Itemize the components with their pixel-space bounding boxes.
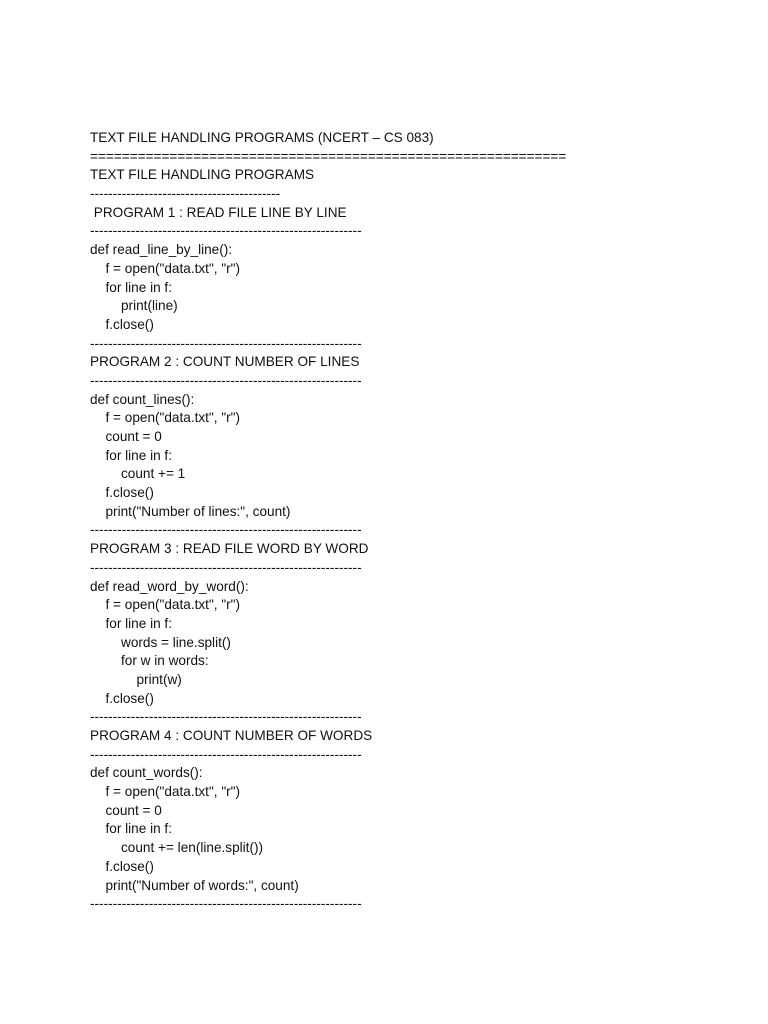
code-line: print(w) <box>136 671 182 687</box>
program-heading: PROGRAM 1 : READ FILE LINE BY LINE <box>90 204 347 220</box>
code-line: print(line) <box>121 298 178 314</box>
separator-line: ============================================================ <box>90 148 567 164</box>
program-heading: PROGRAM 4 : COUNT NUMBER OF WORDS <box>90 728 373 743</box>
code-line: def count_lines(): <box>90 391 195 407</box>
code-line: def read_line_by_line(): <box>90 242 233 258</box>
document-page <box>90 129 750 914</box>
code-line: for w in words: <box>121 653 209 669</box>
code-line: for line in f: <box>105 447 172 463</box>
code-line: f.close() <box>105 690 154 706</box>
code-line: for line in f: <box>105 821 172 837</box>
code-line: f = open("data.txt", "r") <box>105 410 241 426</box>
separator-line: ------------------------------------------------------------ <box>90 335 362 351</box>
code-line: count = 0 <box>105 802 162 818</box>
code-line: count += 1 <box>121 466 186 482</box>
code-line: f = open("data.txt", "r") <box>105 260 241 276</box>
code-line: count += len(line.split()) <box>121 840 264 856</box>
code-line: words = line.split() <box>121 634 231 650</box>
document-body <box>90 129 750 914</box>
code-line: f = open("data.txt", "r") <box>105 597 241 613</box>
code-line: f.close() <box>105 316 154 332</box>
separator-line: ------------------------------------------------------------ <box>90 522 362 538</box>
section-heading: TEXT FILE HANDLING PROGRAMS <box>90 167 315 183</box>
program-heading: PROGRAM 2 : COUNT NUMBER OF LINES <box>90 354 360 370</box>
code-line: print("Number of words:", count) <box>105 877 299 893</box>
code-line: f.close() <box>105 858 154 874</box>
separator-line: ------------------------------------------------------------ <box>90 559 362 575</box>
code-line: f.close() <box>105 485 154 501</box>
separator-line: ------------------------------------------------------------ <box>90 709 362 725</box>
code-line: for line in f: <box>105 615 172 631</box>
program-heading: PROGRAM 3 : READ FILE WORD BY WORD <box>90 541 369 557</box>
code-line: def count_words(): <box>90 765 203 781</box>
separator-line: ------------------------------------------------------------ <box>90 896 362 912</box>
separator-line: ------------------------------------------ <box>90 186 281 202</box>
separator-line: ------------------------------------------------------------ <box>90 372 362 388</box>
code-line: f = open("data.txt", "r") <box>105 784 241 800</box>
code-line: print("Number of lines:", count) <box>105 503 291 519</box>
separator-line: ------------------------------------------------------------ <box>90 746 362 762</box>
code-line: count = 0 <box>105 429 162 444</box>
code-line: for line in f: <box>105 279 172 295</box>
code-line: def read_word_by_word(): <box>90 578 249 594</box>
document-title: TEXT FILE HANDLING PROGRAMS (NCERT – CS 083) <box>90 130 434 145</box>
separator-line: ------------------------------------------------------------ <box>90 223 362 239</box>
